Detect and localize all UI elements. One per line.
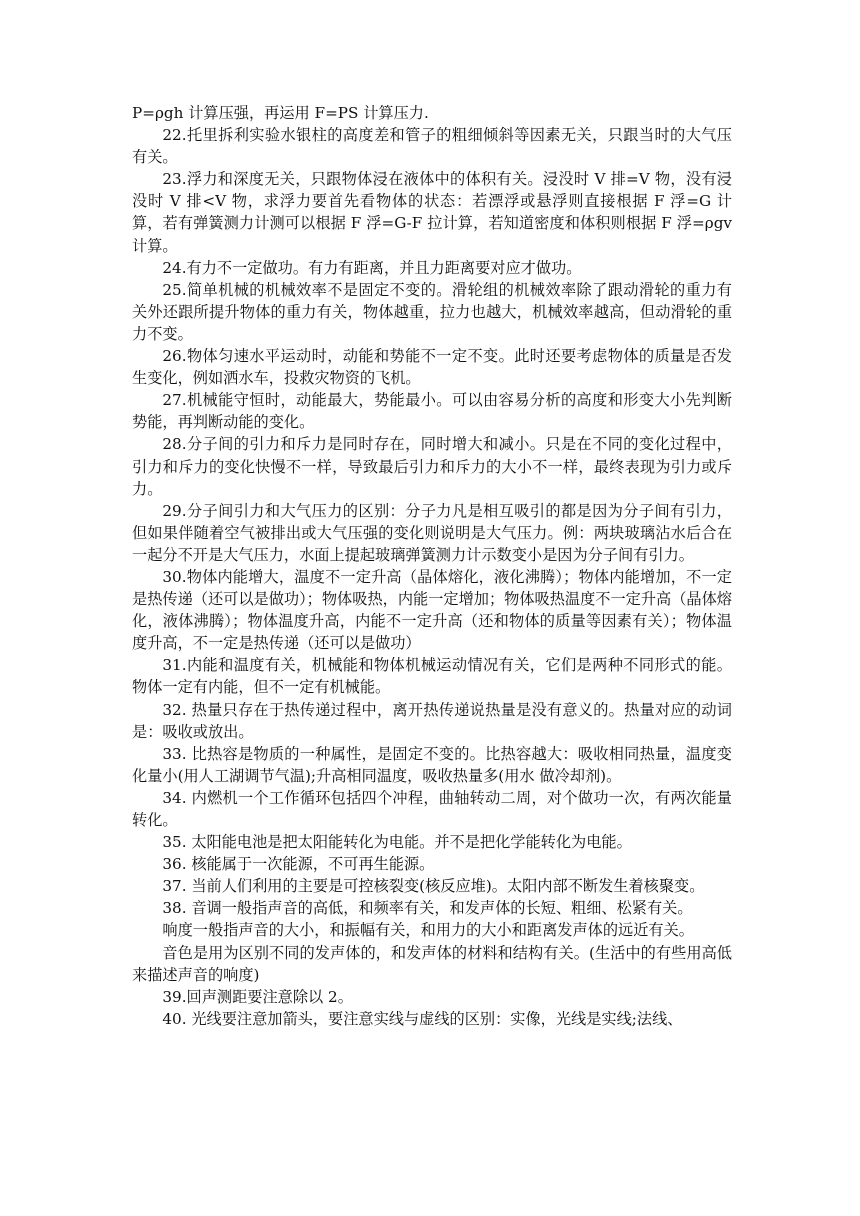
paragraph-32: 32. 热量只存在于热传递过程中，离开热传递说热量是没有意义的。热量对应的动词是：吸收或放出。 (132, 700, 732, 741)
paragraph-28: 28.分子间的引力和斥力是同时存在，同时增大和减小。只是在不同的变化过程中，引力和斥力的变化快慢不一样，导致最后引力和斥力的大小不一样，最终表现为引力或斥力。 (132, 435, 732, 498)
paragraph-37: 37. 当前人们利用的主要是可控核裂变(核反应堆)。太阳内部不断发生着核聚变。 (162, 877, 705, 896)
paragraph-40: 40. 光线要注意加箭头，要注意实线与虚线的区别：实像，光线是实线;法线、 (162, 1009, 683, 1028)
paragraph-26: 26.物体匀速水平运动时，动能和势能不一定不变。此时还要考虑物体的质量是否发生变化，例如洒水车，投救灾物资的飞机。 (132, 347, 732, 388)
paragraph-24: 24.有力不一定做功。有力有距离，并且力距离要对应才做功。 (162, 258, 582, 277)
document-page (132, 102, 732, 1030)
paragraph-29: 29.分子间引力和大气压力的区别：分子力凡是相互吸引的都是因为分子间有引力，但如果伴随着空气被排出或大气压强的变化则说明是大气压力。例：两块玻璃沾水后合在一起分不开是大气压力，水面上提起玻璃弹簧测力计示数变小是因为分子间有引力。 (132, 501, 732, 564)
paragraph-39: 39.回声测距要注意除以 2。 (162, 987, 353, 1006)
paragraph-34: 34. 内燃机一个工作循环包括四个冲程，曲轴转动二周，对个做功一次，有两次能量转化。 (132, 788, 732, 829)
paragraph-30: 30.物体内能增大，温度不一定升高（晶体熔化，液化沸腾）；物体内能增加，不一定是热传递（还可以是做功）；物体吸热，内能一定增加；物体吸热温度不一定升高（晶体熔化，液体沸腾）；物体温度升高，内能不一定升高（还和物体的质量等因素有关）；物体温度升高，不一定是热传递（还可以是做功） (132, 567, 732, 653)
paragraph-38: 38. 音调一般指声音的高低，和频率有关，和发声体的长短、粗细、松紧有关。 (162, 899, 693, 918)
paragraph-31: 31.内能和温度有关，机械能和物体机械运动情况有关，它们是两种不同形式的能。物体一定有内能，但不一定有机械能。 (132, 656, 732, 697)
paragraph-22: 22.托里拆利实验水银柱的高度差和管子的粗细倾斜等因素无关，只跟当时的大气压有关。 (132, 126, 732, 167)
paragraph-36: 36. 核能属于一次能源，不可再生能源。 (162, 855, 435, 874)
paragraph-33: 33. 比热容是物质的一种属性，是固定不变的。比热容越大：吸收相同热量，温度变化量小(用人工湖调节气温);升高相同温度，吸收热量多(用水 做冷却剂)。 (132, 744, 732, 785)
paragraph-25: 25.简单机械的机械效率不是固定不变的。滑轮组的机械效率除了跟动滑轮的重力有关外还跟所提升物体的重力有关，物体越重，拉力也越大，机械效率越高，但动滑轮的重力不变。 (132, 280, 732, 343)
paragraph-23: 23.浮力和深度无关，只跟物体浸在液体中的体积有关。浸没时 V 排=V 物，没有浸没时 V 排<V 物，求浮力要首先看物体的状态：若漂浮或悬浮则直接根据 F 浮=G 计算，若有弹簧测力计测可以根据 F 浮=G-F 拉计算，若知道密度和体积则根据 F 浮=ρgv 计算。 (132, 170, 732, 255)
paragraph-27: 27.机械能守恒时，动能最大，势能最小。可以由容易分析的高度和形变大小先判断势能，再判断动能的变化。 (132, 391, 732, 432)
paragraph-intro: P=ρgh 计算压强，再运用 F=PS 计算压力. (132, 104, 429, 122)
paragraph-38-timbre: 音色是用为区别不同的发声体的，和发声体的材料和结构有关。(生活中的有些用高低来描述声音的响度) (132, 943, 732, 984)
paragraph-35: 35. 太阳能电池是把太阳能转化为电能。并不是把化学能转化为电能。 (162, 833, 632, 852)
paragraph-38-loudness: 响度一般指声音的大小，和振幅有关，和用力的大小和距离发声体的远近有关。 (162, 921, 694, 940)
